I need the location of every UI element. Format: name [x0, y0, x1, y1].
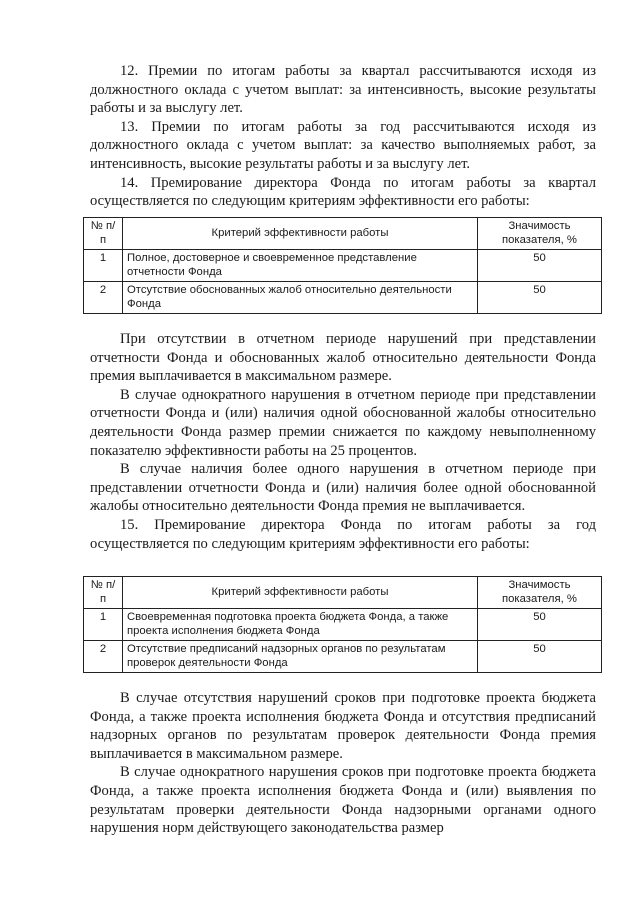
- table-row: [84, 250, 602, 282]
- header-criterion: Критерий эффективности работы: [123, 577, 478, 609]
- header-value: Значимость показателя, %: [478, 218, 602, 250]
- criteria-table-quarter: [83, 217, 602, 314]
- row-criterion: Отсутствие предписаний надзорных органов по результатам проверок деятельности Фонда: [123, 641, 478, 673]
- paragraph-no-violations: При отсутствии в отчетном периоде нарушений при представлении отчетности Фонда и обоснованных жалоб относительно деятельности Фонда премия выплачивается в максимальном размере.: [90, 331, 596, 385]
- row-value: 50: [478, 641, 602, 673]
- table-header-row: [84, 218, 602, 250]
- text-block-bottom: [90, 689, 596, 838]
- paragraph-multiple-violations: В случае наличия более одного нарушения в отчетном периоде при представлении отчетности Фонда и (или) наличия более одной обоснованной жалобы относительно деятельности Фонда премия не выплачивается.: [90, 461, 596, 515]
- row-value: 50: [478, 609, 602, 641]
- header-num: № п/п: [84, 218, 123, 250]
- row-criterion: Отсутствие обоснованных жалоб относительно деятельности Фонда: [123, 282, 478, 314]
- row-num: 1: [84, 250, 123, 282]
- text-block-top: [90, 62, 596, 211]
- table-header-row: [84, 577, 602, 609]
- row-value: 50: [478, 250, 602, 282]
- paragraph-14: 14. Премирование директора Фонда по итогам работы за квартал осуществляется по следующим критериям эффективности его работы:: [90, 174, 596, 210]
- header-num: № п/п: [84, 577, 123, 609]
- paragraph-13: 13. Премии по итогам работы за год рассчитываются исходя из должностного оклада с учетом выплат: за качество выполняемых работ, за интенсивность, высокие результаты работы и за выслугу лет.: [90, 118, 596, 172]
- paragraph-12: 12. Премии по итогам работы за квартал рассчитываются исходя из должностного оклада с учетом выплат: за интенсивность, высокие результаты работы и за выслугу лет.: [90, 63, 596, 117]
- paragraph-no-deadline-violations: В случае отсутствия нарушений сроков при подготовке проекта бюджета Фонда, а также проекта исполнения бюджета Фонда и отсутствия предписаний надзорных органов по результатам проверок деятельности Фонда премия выплачивается в максимальном размере.: [90, 690, 596, 762]
- row-value: 50: [478, 282, 602, 314]
- row-criterion: Полное, достоверное и своевременное представление отчетности Фонда: [123, 250, 478, 282]
- header-value: Значимость показателя, %: [478, 577, 602, 609]
- criteria-table-year: [83, 576, 602, 673]
- paragraph-single-deadline-violation: В случае однократного нарушения сроков при подготовке проекта бюджета Фонда, а также проекта исполнения бюджета Фонда и (или) выявления по результатам проверки деятельности Фонда надзорными органами одного нарушения норм действующего законодательства размер: [90, 764, 596, 837]
- text-block-middle: [90, 330, 596, 553]
- row-criterion: Своевременная подготовка проекта бюджета Фонда, а также проекта исполнения бюджета Фонда: [123, 609, 478, 641]
- table-row: [84, 641, 602, 673]
- paragraph-single-violation: В случае однократного нарушения в отчетном периоде при представлении отчетности Фонда и (или) наличия одной обоснованной жалобы относительно деятельности Фонда размер премии снижается по каждому невыполненному показателю эффективности работы на 25 процентов.: [90, 386, 596, 459]
- row-num: 2: [84, 282, 123, 314]
- table-row: [84, 282, 602, 314]
- row-num: 2: [84, 641, 123, 673]
- row-num: 1: [84, 609, 123, 641]
- paragraph-15: 15. Премирование директора Фонда по итогам работы за год осуществляется по следующим критериям эффективности его работы:: [90, 516, 596, 552]
- table-row: [84, 609, 602, 641]
- header-criterion: Критерий эффективности работы: [123, 218, 478, 250]
